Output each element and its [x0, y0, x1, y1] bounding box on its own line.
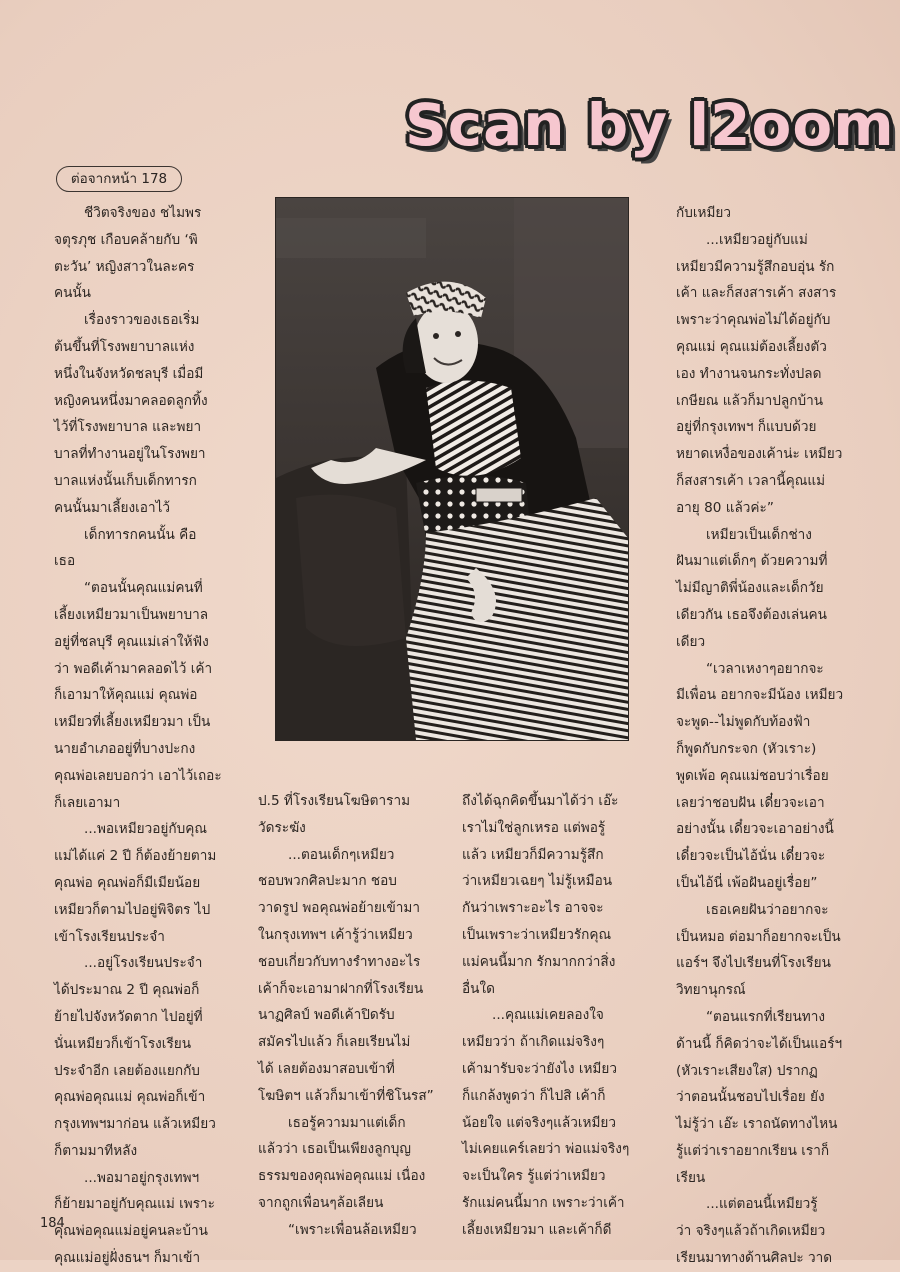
text-line: เด็กทารกคนนั้น คือ [84, 526, 197, 543]
text-line: อื่นใด [462, 980, 495, 997]
text-line: ไม่มีญาติพี่น้องและเด็กวัย [676, 580, 824, 597]
text-line: จตุรภุช เกือบคล้ายกับ ‘พิ [54, 231, 198, 248]
text-line: เป็นหมอ ต่อมาก็อยากจะเป็น [676, 928, 841, 945]
text-line: รักแม่คนนี้มาก เพราะว่าเค้า [462, 1194, 625, 1211]
text-line: ว่า จริงๆแล้วถ้าเกิดเหมียว [676, 1223, 826, 1240]
text-line: กรุงเทพฯมาก่อน แล้วเหมียว [54, 1116, 216, 1133]
text-line: ประจำอีก เลยต้องแยกกับ [54, 1062, 200, 1079]
text-line: วิทยานุกรณ์ [676, 982, 746, 999]
text-line: เหมียวว่า ถ้าเกิดแม่จริงๆ [462, 1034, 605, 1051]
text-line: น้อยใจ แต่จริงๆแล้วเหมียว [462, 1114, 617, 1131]
text-line: หยาดเหงื่อของเค้าน่ะ เหมียว [676, 446, 843, 463]
text-line: แอร์ฯ จึงไปเรียนที่โรงเรียน [676, 955, 831, 972]
column-1 [54, 200, 236, 1272]
text-line: คุณพ่อ คุณพ่อก็มีเมียน้อย [54, 874, 201, 891]
column-3 [462, 788, 658, 1244]
text-line: หนึ่งในจังหวัดชลบุรี เมื่อมี [54, 365, 204, 382]
text-line: จากถูกเพื่อนๆล้อเลียน [258, 1194, 384, 1211]
text-line: เค้ามารับจะว่ายังไง เหมียว [462, 1060, 617, 1077]
text-line: อย่างนั้น เดี๋ยวจะเอาอย่างนี้ [676, 821, 834, 838]
text-line: มีเพื่อน อยากจะมีน้อง เหมียว [676, 687, 844, 704]
text-line: เดี๋ยวจะเป็นไอ้นั่น เดี๋ยวจะ [676, 848, 826, 865]
text-line: ...พอเหมียวอยู่กับคุณ [84, 821, 207, 838]
text-line: คุณพ่อคุณแม่อยู่คนละบ้าน [54, 1223, 208, 1240]
text-line: ...พอมาอยู่กรุงเทพฯ [84, 1169, 200, 1186]
text-line: คุณพ่อคุณแม่ คุณพ่อก็เข้า [54, 1089, 206, 1106]
text-line: เธอเคยฝันว่าอยากจะ [706, 901, 829, 918]
text-line: ก็ย้ายมาอยู่กับคุณแม่ เพราะ [54, 1196, 215, 1213]
text-line: ไม่รู้ว่า เอ๊ะ เราถนัดทางไหน [676, 1116, 838, 1133]
text-line: เกษียณ แล้วก็มาปลูกบ้าน [676, 392, 824, 409]
text-line: อายุ 80 แล้วค่ะ” [676, 499, 774, 516]
text-line: วัดระฆัง [258, 819, 306, 836]
text-line: เค้าก็จะเอามาฝากที่โรงเรียน [258, 980, 424, 997]
text-line: ...คุณแม่เคยลองใจ [492, 1007, 604, 1024]
text-line: คุณพ่อเลยบอกว่า เอาไว้เถอะ [54, 767, 222, 784]
text-line: คุณแม่ คุณแม่ต้องเลี้ยงตัว [676, 338, 827, 355]
text-line: เดียว [676, 633, 706, 650]
text-line: ก็แกล้งพูดว่า ก็ไปสิ เค้าก็ [462, 1087, 606, 1104]
text-line: ย้ายไปจังหวัดตาก ไปอยู่ที่ [54, 1008, 203, 1025]
text-line: อยู่ที่ชลบุรี คุณแม่เล่าให้ฟัง [54, 633, 209, 650]
text-line: นั่นเหมียวก็เข้าโรงเรียน [54, 1035, 191, 1052]
text-line: (หัวเราะเสียงใส) ปรากฏ [676, 1062, 818, 1079]
column-2 [258, 788, 448, 1244]
text-line: ...เหมียวอยู่กับแม่ [706, 231, 808, 248]
text-line: ก็ตามมาทีหลัง [54, 1142, 138, 1159]
text-line: ก็เอามาให้คุณแม่ คุณพ่อ [54, 687, 198, 704]
text-line: ก็สงสารเค้า เวลานี้คุณแม่ [676, 472, 826, 489]
text-line: เลยว่าชอบฝัน เดี๋ยวจะเอา [676, 794, 825, 811]
text-line: วาดรูป พอคุณพ่อย้ายเข้ามา [258, 900, 421, 917]
photo-image [276, 198, 628, 740]
text-line: เหมียวมีความรู้สึกอบอุ่น รัก [676, 258, 835, 275]
text-line: คนนั้น [54, 285, 91, 302]
text-line: เรียน [676, 1169, 706, 1186]
text-line: เข้าโรงเรียนประจำ [54, 928, 165, 945]
text-line: จะเป็นใคร รู้แต่ว่าเหมียว [462, 1168, 606, 1185]
text-line: ฝันมาแต่เด็กๆ ด้วยความที่ [676, 553, 828, 570]
text-line: เหมียวที่เลี้ยงเหมียวมา เป็น [54, 714, 211, 731]
text-line: เรียนมาทางด้านศิลปะ วาด [676, 1250, 833, 1267]
text-line: เอง ทำงานจนกระทั่งปลด [676, 365, 822, 382]
page-number: 184 [40, 1216, 65, 1231]
text-line: เราไม่ใช่ลูกเหรอ แต่พอรู้ [462, 819, 606, 836]
text-line: ...ตอนเด็กๆเหมียว [288, 846, 395, 863]
text-line: เลี้ยงเหมียวมาเป็นพยาบาล [54, 606, 209, 623]
continued-from-badge: ต่อจากหน้า 178 [56, 166, 182, 192]
text-line: แม่ได้แค่ 2 ปี ก็ต้องย้ายตาม [54, 848, 217, 865]
text-line: ว่าเหมียวเฉยๆ ไม่รู้เหมือน [462, 873, 613, 890]
text-line: อยู่ที่กรุงเทพฯ ก็แบบด้วย [676, 419, 817, 436]
text-line: แล้ว เหมียวก็มีความรู้สึก [462, 846, 604, 863]
text-line: ด้านนี้ ก็คิดว่าจะได้เป็นแอร์ฯ [676, 1035, 843, 1052]
text-line: สมัครไปแล้ว ก็เลยเรียนไม่ [258, 1034, 411, 1051]
text-line: นาฏศิลป์ พอดีเค้าปิดรับ [258, 1007, 395, 1024]
text-line: ก็เลยเอามา [54, 794, 121, 811]
text-line: ได้ เลยต้องมาสอบเข้าที่ [258, 1060, 395, 1077]
text-line: เรื่องราวของเธอเริ่ม [84, 312, 200, 329]
text-line: “ตอนแรกที่เรียนทาง [706, 1008, 826, 1025]
text-line: บาลแห่งนั้นเก็บเด็กทารก [54, 472, 197, 489]
text-line: เป็นไอ้นี่ เพ้อฝันอยู่เรื่อย” [676, 874, 818, 891]
text-line: ในกรุงเทพฯ เค้ารู้ว่าเหมียว [258, 926, 413, 943]
text-line: “เวลาเหงาๆอยากจะ [706, 660, 824, 677]
column-4 [676, 200, 872, 1272]
text-line: เดียวกัน เธอจึงต้องเล่นคน [676, 606, 827, 623]
text-line: พูดเพ้อ คุณแม่ชอบว่าเรื่อย [676, 767, 829, 784]
text-line: เลี้ยงเหมียวมา และเค้าก็ดี [462, 1221, 612, 1238]
text-line: ป.5 ที่โรงเรียนโฆษิตาราม [258, 793, 411, 809]
text-line: หญิงคนหนึ่งมาคลอดลูกทิ้ง [54, 392, 208, 409]
text-line: ถึงได้ฉุกคิดขึ้นมาได้ว่า เอ๊ะ [462, 793, 619, 809]
text-line: คุณแม่อยู่ฝั่งธนฯ ก็มาเข้า [54, 1250, 201, 1267]
text-line: ชอบพวกศิลปะมาก ชอบ [258, 873, 397, 890]
text-line: ว่า พอดีเค้ามาคลอดไว้ เค้า [54, 660, 213, 677]
text-line: เหมียวเป็นเด็กช่าง [706, 526, 812, 543]
text-line: ชอบเกี่ยวกับทางรำทางอะไร [258, 953, 421, 970]
text-line: แม่คนนี้มาก รักมากกว่าสิ่ง [462, 953, 616, 970]
text-line: ได้ประมาณ 2 ปี คุณพ่อก็ [54, 982, 200, 999]
text-line: ...แต่ตอนนี้เหมียวรู้ [706, 1196, 818, 1213]
text-line: ...อยู่โรงเรียนประจำ [84, 955, 203, 972]
text-line: เธอ [54, 553, 76, 570]
text-line: เหมียวก็ตามไปอยู่พิจิตร ไป [54, 901, 211, 918]
text-line: คนนั้นมาเลี้ยงเอาไว้ [54, 499, 171, 516]
text-line: จะพูด--ไม่พูดกับท้องฟ้า [676, 714, 811, 731]
text-line: เป็นเพราะว่าเหมียวรักคุณ [462, 926, 612, 943]
text-line: ไม่เคยแคร์เลยว่า พ่อแม่จริงๆ [462, 1141, 630, 1158]
text-line: ชีวิตจริงของ ชไมพร [84, 205, 202, 221]
portrait-photo [276, 198, 628, 740]
text-line: ต้นขึ้นที่โรงพยาบาลแห่ง [54, 338, 195, 355]
text-line: ไว้ที่โรงพยาบาล และพยา [54, 419, 202, 436]
text-line: โฆษิตฯ แล้วก็มาเข้าที่ชิโนรส” [258, 1087, 434, 1104]
text-line: ก็พูดกับกระจก (หัวเราะ) [676, 740, 817, 757]
text-line: ว่าตอนนั้นชอบไปเรื่อย ยัง [676, 1089, 825, 1106]
text-line: ตะวัน’ หญิงสาวในละคร [54, 258, 195, 275]
scan-watermark: Scan by l2oom [405, 91, 895, 159]
text-line: “ตอนนั้นคุณแม่คนที่ [84, 580, 203, 597]
text-line: เธอรู้ความมาแต่เด็ก [288, 1114, 406, 1131]
text-line: นายอำเภออยู่ที่บางปะกง [54, 740, 196, 757]
text-line: “เพราะเพื่อนล้อเหมียว [288, 1221, 417, 1238]
text-line: เค้า และก็สงสารเค้า สงสาร [676, 285, 837, 302]
text-line: เพราะว่าคุณพ่อไม่ได้อยู่กับ [676, 312, 831, 329]
text-line: กันว่าเพราะอะไร อาจจะ [462, 900, 604, 917]
text-line: รู้แต่ว่าเราอยากเรียน เราก็ [676, 1142, 830, 1159]
text-line: ธรรมของคุณพ่อคุณแม่ เนื่อง [258, 1168, 426, 1185]
text-line: บาลที่ทำงานอยู่ในโรงพยา [54, 446, 206, 463]
text-line: แล้วว่า เธอเป็นเพียงลูกบุญ [258, 1141, 411, 1158]
text-line: กับเหมียว [676, 205, 732, 221]
